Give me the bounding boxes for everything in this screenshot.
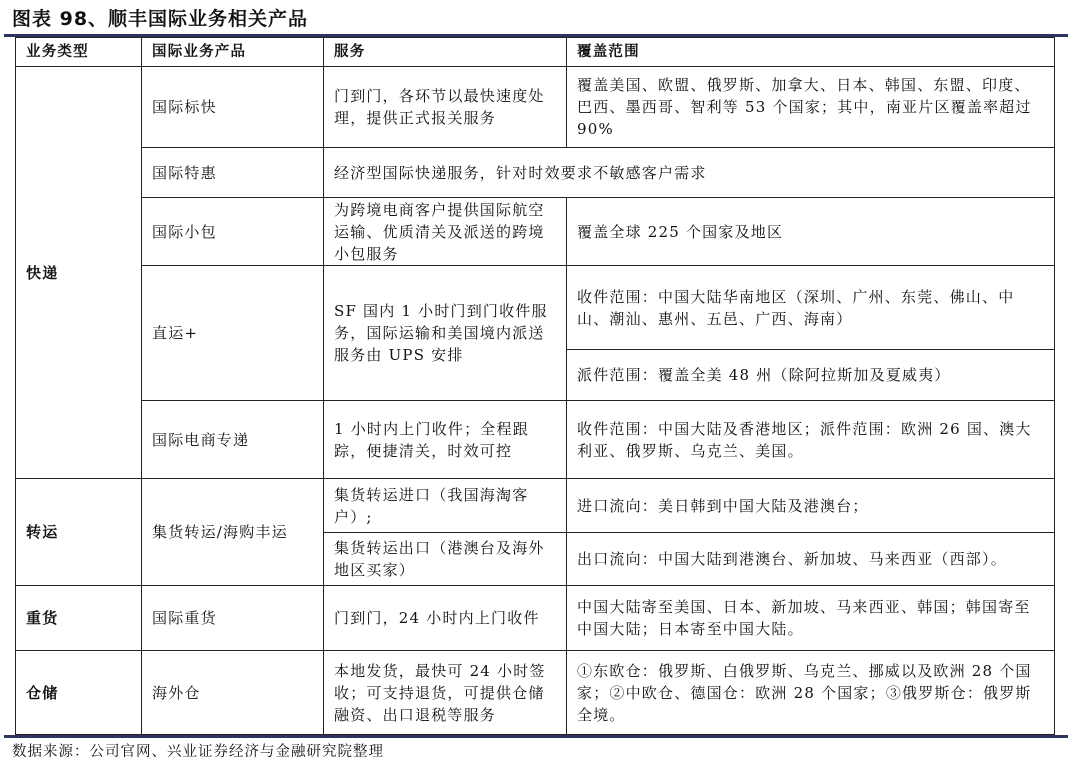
table-row <box>16 401 1055 479</box>
type-forwarding: 转运 <box>16 479 142 586</box>
service-merged-cell: 经济型国际快递服务，针对时效要求不敏感客户需求 <box>324 148 1055 198</box>
header-type: 业务类型 <box>16 38 142 67</box>
product-cell: 国际小包 <box>142 198 324 266</box>
product-cell: 直运+ <box>142 266 324 401</box>
coverage-cell: 收件范围：中国大陆及香港地区；派件范围：欧洲 26 国、澳大利亚、俄罗斯、乌克兰、美国。 <box>567 401 1055 479</box>
bottom-rule <box>4 735 1068 738</box>
product-cell: 海外仓 <box>142 651 324 735</box>
table-row <box>16 148 1055 198</box>
service-cell: 为跨境电商客户提供国际航空运输、优质清关及派送的跨境小包服务 <box>324 198 567 266</box>
header-service: 服务 <box>324 38 567 67</box>
service-cell: 1 小时内上门收件；全程跟踪，便捷清关，时效可控 <box>324 401 567 479</box>
coverage-import-cell: 进口流向：美日韩到中国大陆及港澳台； <box>567 479 1055 533</box>
coverage-cell: 覆盖美国、欧盟、俄罗斯、加拿大、日本、韩国、东盟、印度、巴西、墨西哥、智利等 53 个国家；其中，南亚片区覆盖率超过 90% <box>567 67 1055 148</box>
coverage-export-cell: 出口流向：中国大陆到港澳台、新加坡、马来西亚（西部）。 <box>567 533 1055 586</box>
table-row <box>16 266 1055 350</box>
coverage-cell: ①东欧仓：俄罗斯、白俄罗斯、乌克兰、挪威以及欧洲 28 个国家；②中欧仓、德国仓：欧洲 28 个国家；③俄罗斯仓：俄罗斯全境。 <box>567 651 1055 735</box>
table-row <box>16 479 1055 533</box>
service-import-cell: 集货转运进口（我国海淘客户）; <box>324 479 567 533</box>
product-cell: 国际特惠 <box>142 148 324 198</box>
type-express: 快递 <box>16 67 142 479</box>
coverage-pickup-cell: 收件范围：中国大陆华南地区（深圳、广州、东莞、佛山、中山、潮汕、惠州、五邑、广西、海南） <box>567 266 1055 350</box>
header-coverage: 覆盖范围 <box>567 38 1055 67</box>
products-table <box>15 37 1055 735</box>
product-cell: 国际电商专递 <box>142 401 324 479</box>
service-cell: SF 国内 1 小时门到门收件服务，国际运输和美国境内派送服务由 UPS 安排 <box>324 266 567 401</box>
product-cell: 国际标快 <box>142 67 324 148</box>
service-cell: 门到门，各环节以最快速度处理，提供正式报关服务 <box>324 67 567 148</box>
figure-title: 图表 98、顺丰国际业务相关产品 <box>12 8 309 30</box>
header-row <box>16 38 1055 67</box>
service-cell: 本地发货，最快可 24 小时签收；可支持退货，可提供仓储融资、出口退税等服务 <box>324 651 567 735</box>
table-row <box>16 651 1055 735</box>
product-cell: 国际重货 <box>142 586 324 651</box>
service-cell: 门到门，24 小时内上门收件 <box>324 586 567 651</box>
table-row <box>16 67 1055 148</box>
type-warehousing: 仓储 <box>16 651 142 735</box>
source-note: 数据来源：公司官网、兴业证券经济与金融研究院整理 <box>12 744 384 760</box>
coverage-delivery-cell: 派件范围：覆盖全美 48 州（除阿拉斯加及夏威夷） <box>567 350 1055 401</box>
product-cell: 集货转运/海购丰运 <box>142 479 324 586</box>
type-heavy-cargo: 重货 <box>16 586 142 651</box>
service-export-cell: 集货转运出口（港澳台及海外地区买家） <box>324 533 567 586</box>
table-row <box>16 198 1055 266</box>
table-row <box>16 586 1055 651</box>
coverage-cell: 覆盖全球 225 个国家及地区 <box>567 198 1055 266</box>
header-product: 国际业务产品 <box>142 38 324 67</box>
coverage-cell: 中国大陆寄至美国、日本、新加坡、马来西亚、韩国；韩国寄至中国大陆；日本寄至中国大陆。 <box>567 586 1055 651</box>
